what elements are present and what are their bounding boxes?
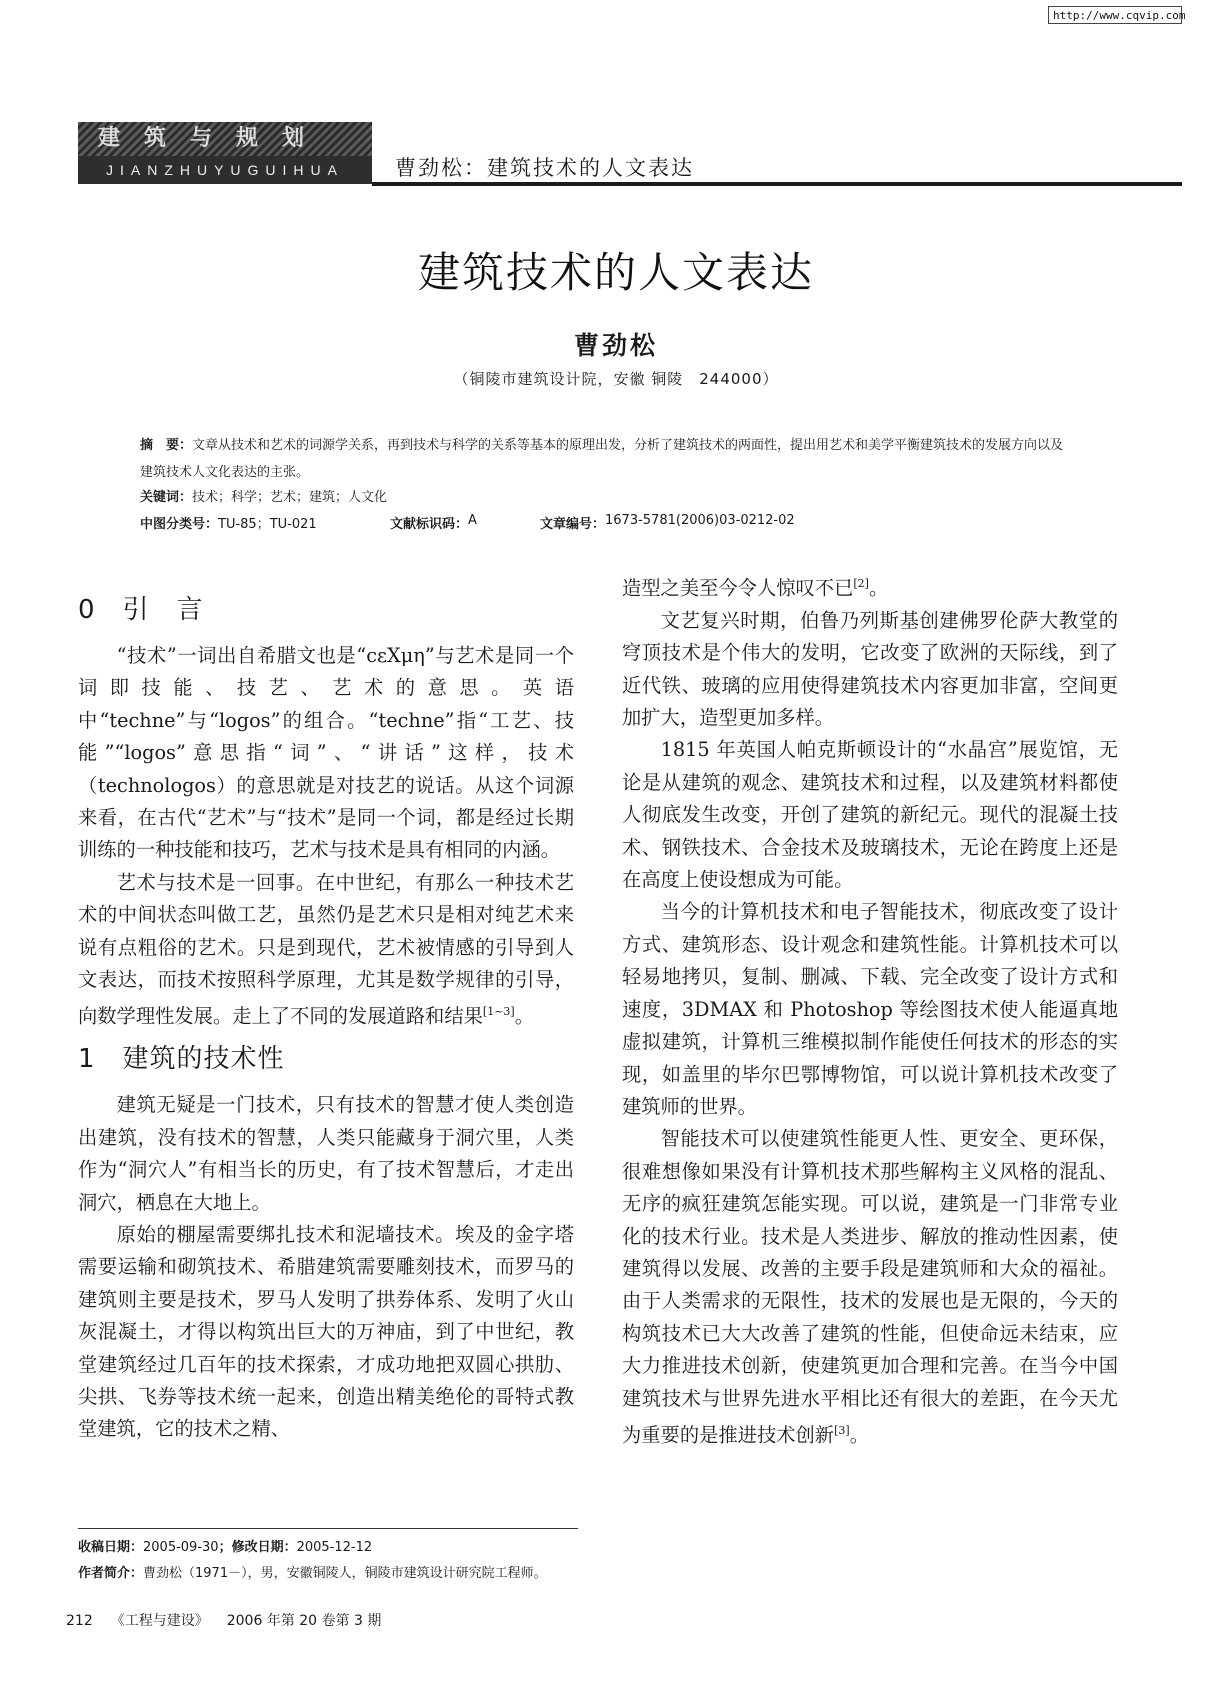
issue-info: 2006 年第 20 卷第 3 期	[226, 1613, 382, 1629]
class-value: TU-85；TU-021	[218, 517, 317, 532]
body-column-right	[622, 568, 1118, 1452]
keywords-label: 关键词：	[140, 490, 193, 505]
logo-characters: 建筑与规划	[78, 122, 372, 156]
paragraph	[622, 568, 1118, 605]
paragraph: 1815 年英国人帕克斯顿设计的“水晶宫”展览馆，无论是从建筑的观念、建筑技术和过程，以及建筑材料都使人彻底发生改变，开创了建筑的新纪元。现代的混凝土技术、钢铁技术、合金技术及玻璃技术，无论在跨度上还是在高度上使设想成为可能。	[622, 738, 1118, 892]
section-heading-intro: 0 引 言	[78, 595, 204, 625]
section-heading-technicality: 1 建筑的技术性	[78, 1044, 285, 1075]
received-label: 收稿日期：	[78, 1540, 144, 1555]
keywords	[140, 486, 387, 505]
author-name: 曹劲松	[573, 331, 658, 360]
author-affiliation: （铜陵市建筑设计院，安徽 铜陵 244000）	[453, 370, 779, 388]
paragraph: 原始的棚屋需要绑扎技术和泥墙技术。埃及的金字塔需要运输和砌筑技术、希腊建筑需要雕刻技术，而罗马的建筑则主要是技术，罗马人发明了拱券体系、发明了火山灰混凝土，才得以构筑出巨大的万神庙，到了中世纪，教堂建筑经过几百年的技术探索，才成功地把双圆心拱肋、尖拱、飞券等技术统一起来，创造出精美绝伦的哥特式教堂建筑，它的技术之精、	[78, 1222, 574, 1441]
body-column-left	[78, 584, 574, 1446]
page-footer	[66, 1610, 399, 1630]
article-no-value: 1673-5781(2006)03-0212-02	[605, 513, 795, 528]
article-no-label: 文章编号：	[540, 517, 606, 532]
doc-code-label: 文献标识码：	[390, 517, 469, 532]
source-url-box[interactable]: http://www.cqvip.com	[1048, 6, 1182, 24]
journal-name: 《工程与建设》	[110, 1613, 209, 1629]
bio-text: 曹劲松（1971－），男，安徽铜陵人，铜陵市建筑设计研究院工程师。	[143, 1566, 547, 1581]
paragraph-text: 造型之美至今令人惊叹不已	[622, 576, 854, 600]
abstract-text: 文章从技术和艺术的词源学关系，再到技术与科学的关系等基本的原理出发，分析了建筑技术的两面性，提出用艺术和美学平衡建筑技术的发展方向以及建筑技术人文化表达的主张。	[140, 438, 1064, 480]
abstract	[140, 432, 1070, 486]
running-header-title: 曹劲松：建筑技术的人文表达	[395, 156, 694, 180]
revised-date: 2005-12-12	[296, 1540, 373, 1555]
class-label: 中图分类号：	[140, 517, 219, 532]
citation-ref: [2]	[853, 577, 869, 590]
received-date-line	[78, 1535, 1078, 1561]
logo-pinyin: JIANZHUYUGUIHUA	[105, 162, 344, 178]
paragraph-end: 。	[868, 576, 889, 600]
citation-ref: [1~3]	[482, 1005, 515, 1019]
doc-code-value: A	[468, 513, 477, 528]
received-date: 2005-09-30	[143, 1540, 219, 1555]
footnote-rule	[78, 1528, 578, 1529]
paragraph: 当今的计算机技术和电子智能技术，彻底改变了设计方式、建筑形态、设计观念和建筑性能。计算机技术可以轻易地拷贝，复制、删减、下载、完全改变了设计方式和速度，3DMAX 和 Photoshop 等绘图技术使人能逼真地虚拟建筑，计算机三维模拟制作能使任何技术的形态的实现，如盖里的毕尔巴鄂博物馆，可以说计算机技术改变了建筑师的世界。	[622, 900, 1118, 1118]
keywords-text: 技术；科学；艺术；建筑；人文化	[192, 490, 388, 505]
page-number: 212	[66, 1613, 93, 1629]
header-rule	[372, 182, 1182, 186]
paragraph: “技术”一词出自希腊文也是“cεXμη”与艺术是同一个词即技能、技艺、艺术的意思。英语中“techne”与“logos”的组合。“techne”指“工艺、技能”“logos”意思指“词”、“讲话”这样，技术（technologos）的意思就是对技艺的说话。从这个词源来看，在古代“艺术”与“技术”是同一个词，都是经过长期训练的一种技能和技巧，艺术与技术是具有相同的内涵。	[78, 644, 574, 862]
paragraph	[622, 1123, 1118, 1451]
citation-ref: [3]	[834, 1423, 850, 1437]
paragraph: 文艺复兴时期，伯鲁乃列斯基创建佛罗伦萨大教堂的穹顶技术是个伟大的发明，它改变了欧洲的天际线，到了近代铁、玻璃的应用使得建筑技术内容更加非富，空间更加扩大，造型更加多样。	[622, 608, 1118, 730]
paragraph	[78, 867, 574, 1033]
author-bio-line	[78, 1561, 1078, 1587]
bio-label: 作者简介：	[78, 1566, 144, 1581]
paragraph-end: 。	[514, 1004, 534, 1028]
abstract-label: 摘 要：	[140, 438, 193, 453]
paper-title: 建筑技术的人文表达	[417, 248, 814, 297]
paragraph-end: 。	[849, 1423, 869, 1447]
paragraph-text: 艺术与技术是一回事。在中世纪，有那么一种技术艺术的中间状态叫做工艺，虽然仍是艺术只是相对纯艺术来说有点粗俗的艺术。只是到现代，艺术被情感的引导到人文表达，而技术按照科学原理，尤其是数学规律的引导，向数学理性发展。走上了不同的发展道路和结果	[78, 870, 574, 1028]
paragraph: 建筑无疑是一门技术，只有技术的智慧才使人类创造出建筑，没有技术的智慧，人类只能藏身于洞穴里，人类作为“洞穴人”有相当长的历史，有了技术智慧后，才走出洞穴，栖息在大地上。	[78, 1093, 574, 1214]
paragraph-text: 智能技术可以使建筑性能更人性、更安全、更环保，很难想像如果没有计算机技术那些解构主义风格的混乱、无序的疯狂建筑怎能实现。可以说，建筑是一门非常专业化的技术行业。技术是人类进步、解放的推动性因素，使建筑得以发展、改善的主要手段是建筑师和大众的福祉。由于人类需求的无限性，技术的发展也是无限的，今天的构筑技术已大大改善了建筑的性能，但使命远未结束，应大力推进技术创新，使建筑更加合理和完善。在当今中国建筑技术与世界先进水平相比还有很大的差距，在今天尤为重要的是推进技术创新	[622, 1127, 1118, 1447]
journal-section-logo	[78, 122, 372, 184]
footnotes	[78, 1535, 1078, 1587]
revised-label: ；修改日期：	[218, 1540, 297, 1555]
